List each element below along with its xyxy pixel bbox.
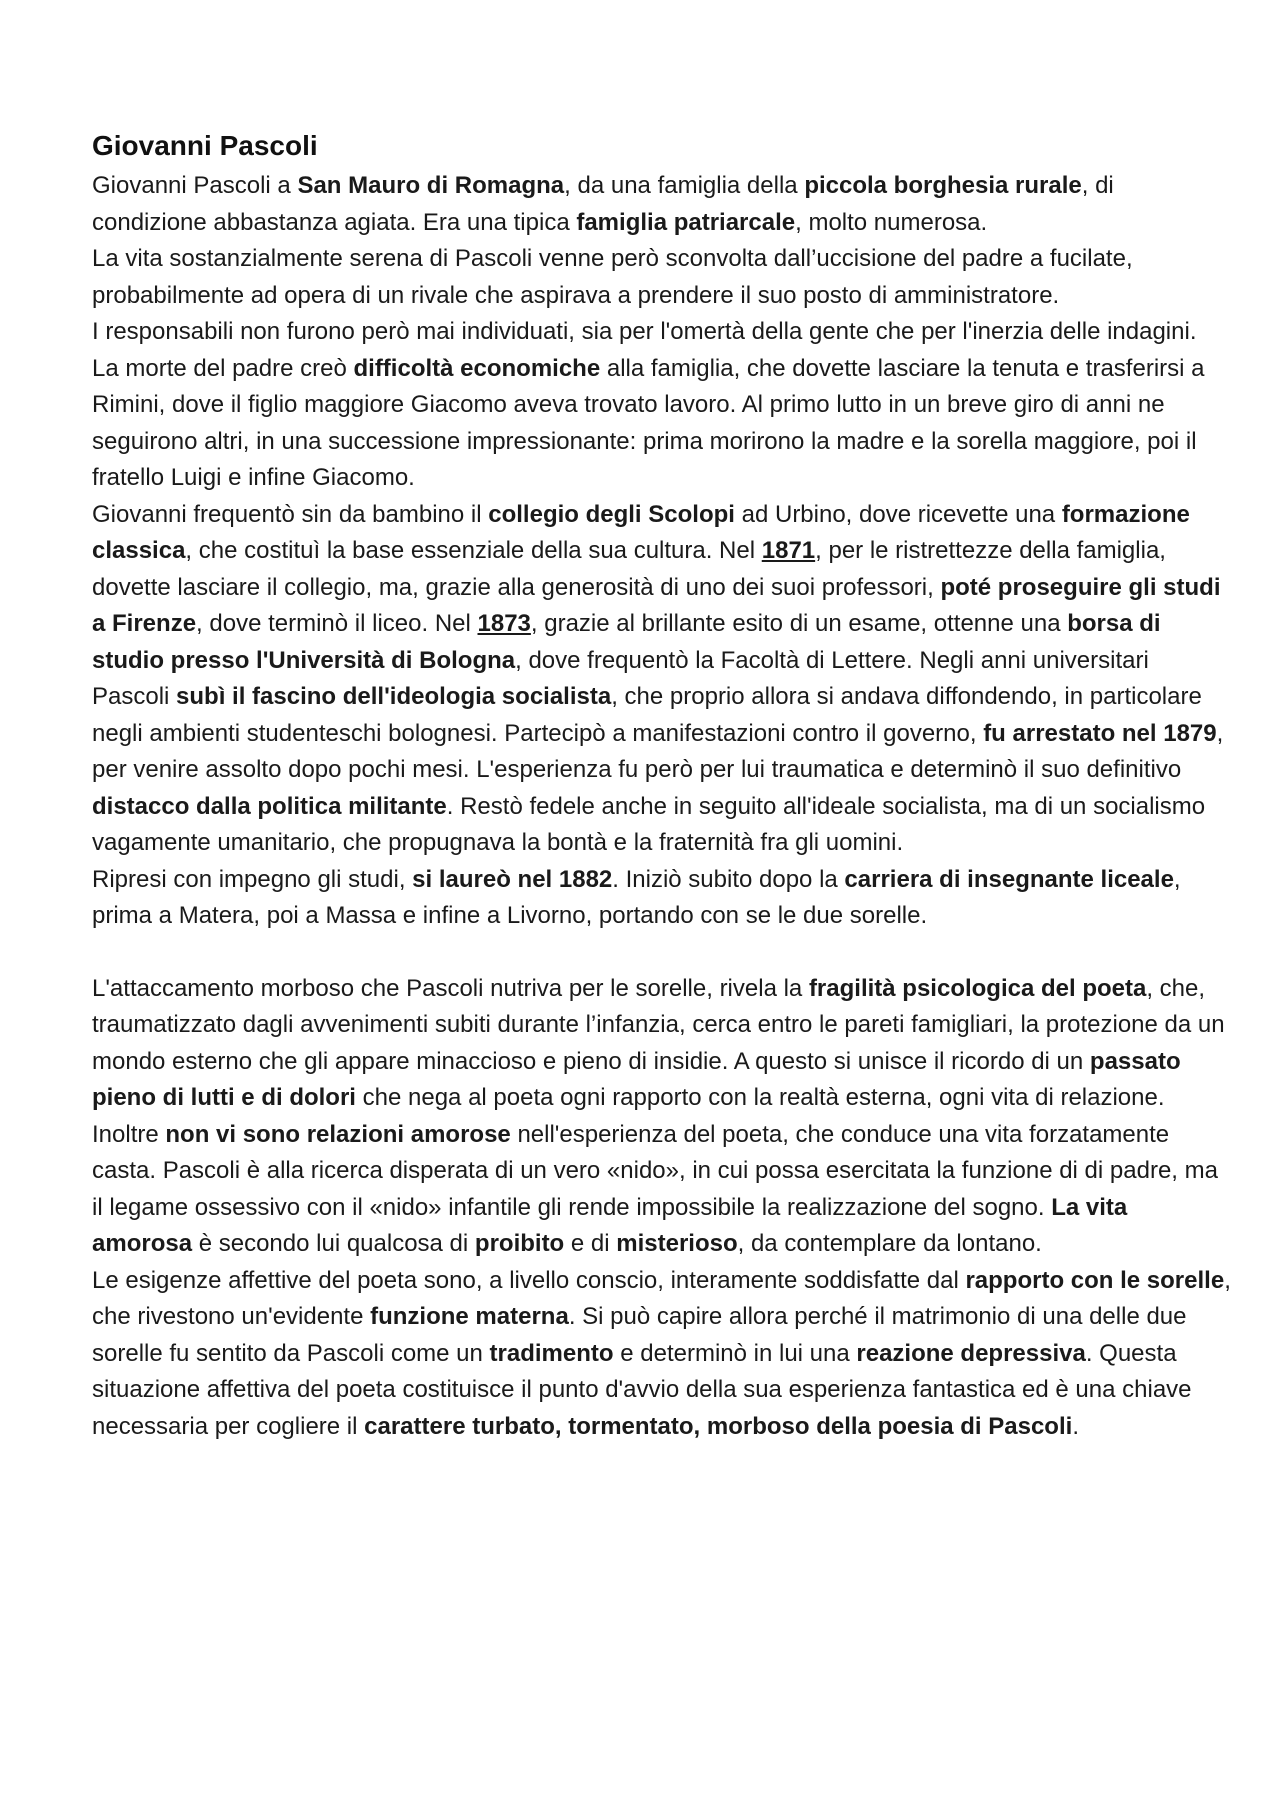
bold-phrase: si laureò nel 1882 — [412, 865, 613, 893]
text-run: che nega al poeta ogni rapporto con la realtà esterna, ogni vita di relazione. — [355, 1084, 1165, 1111]
text-run: , dove terminò il liceo. Nel — [196, 610, 478, 637]
bold-phrase: piccola borghesia rurale — [804, 172, 1082, 199]
bold-phrase: subì il fascino dell'ideologia socialista — [176, 683, 612, 710]
underlined-year: 1873 — [477, 610, 531, 637]
bold-phrase: non vi sono relazioni amorose — [165, 1120, 511, 1148]
text-run: e determinò in lui una — [613, 1339, 857, 1367]
text-run: . Restò fedele anche in seguito all'ideale socialista, ma di un socialismo vagamente umanitario, che propugnava la bontà e la fraternità fra gli uomini. — [92, 792, 1206, 856]
text-run: nell'esperienza del poeta, che conduce una vita forzatamente casta. Pascoli è alla ricerca disperata di un vero «nido», in cui possa esercitata la funzione di di padre, ma il legame ossessivo con il «nido» infantile gli rende impossibile la realizzazione del sogno. — [92, 1120, 1218, 1221]
bold-phrase: poté proseguire gli studi a Firenze — [92, 573, 1221, 637]
text-run: . — [1072, 1412, 1079, 1440]
bold-phrase: passato pieno di lutti e di dolori — [92, 1047, 1181, 1111]
bold-phrase: distacco dalla politica militante — [92, 792, 447, 820]
text-run: La morte del padre creò — [92, 354, 354, 382]
paragraph — [92, 971, 1232, 1117]
paragraph — [92, 241, 1232, 314]
bold-phrase: formazione classica — [92, 500, 1190, 564]
text-run: Giovanni frequentò sin da bambino il — [92, 500, 489, 528]
document-title: Giovanni Pascoli — [92, 130, 318, 161]
text-run: e di — [564, 1230, 617, 1257]
psychology-section — [92, 971, 1232, 1446]
bold-phrase: reazione depressiva — [856, 1339, 1086, 1367]
bold-phrase: proibito — [474, 1230, 565, 1257]
bold-phrase: carriera di insegnante liceale — [844, 865, 1174, 893]
bold-phrase: fragilità psicologica del poeta — [808, 974, 1147, 1002]
text-run: Ripresi con impegno gli studi, — [92, 865, 413, 893]
text-run: I responsabili non furono però mai individuati, sia per l'omertà della gente che per l'inerzia delle indagini. — [92, 318, 1197, 345]
text-run: , prima a Matera, poi a Massa e infine a Livorno, portando con se le due sorelle. — [92, 865, 1181, 929]
bold-phrase: tradimento — [489, 1339, 614, 1367]
text-run: La vita sostanzialmente serena di Pascoli venne però sconvolta dall’uccisione del padre a fucilate, probabilmente ad opera di un rivale che aspirava a prendere il suo posto di amministratore. — [92, 245, 1133, 309]
text-run: , che, traumatizzato dagli avvenimenti subiti durante l’infanzia, cerca entro le pareti famigliari, la protezione da un mondo esterno che gli appare minaccioso e pieno di insidie. A questo si unisce il ricordo di un — [92, 974, 1225, 1075]
bold-phrase: carattere turbato, tormentato, morboso della poesia di Pascoli — [364, 1412, 1073, 1440]
paragraph — [92, 1117, 1232, 1263]
text-run: , che costituì la base essenziale della sua cultura. Nel — [185, 537, 762, 564]
paragraph — [92, 497, 1232, 862]
bold-phrase: borsa di studio presso l'Università di Bologna — [92, 610, 1161, 674]
text-run: . Iniziò subito dopo la — [612, 865, 845, 893]
bold-phrase: fu arrestato nel 1879 — [983, 719, 1217, 747]
text-run: , dove frequentò la Facoltà di Lettere. Negli anni universitari Pascoli — [92, 646, 1149, 710]
paragraph — [92, 862, 1232, 935]
text-run: , per le ristrettezze della famiglia, dovette lasciare il collegio, ma, grazie alla generosità di uno dei suoi professori, — [92, 537, 1166, 601]
bold-phrase: La vita amorosa — [92, 1193, 1128, 1257]
paragraph — [92, 314, 1232, 351]
paragraph — [92, 168, 1232, 241]
bold-phrase: collegio degli Scolopi — [488, 500, 735, 528]
text-run: Le esigenze affettive del poeta sono, a livello conscio, interamente soddisfatte dal — [92, 1266, 966, 1294]
text-run: alla famiglia, che dovette lasciare la tenuta e trasferirsi a Rimini, dove il figlio maggiore Giacomo aveva trovato lavoro. Al primo lutto in un breve giro di anni ne seguirono altri, in una successione impressionante: prima morirono la madre e la sorella maggiore, poi il fratello Luigi e infine Giacomo. — [92, 354, 1205, 491]
bold-phrase: difficoltà economiche — [353, 354, 601, 382]
bold-phrase: San Mauro di Romagna — [297, 172, 565, 199]
text-run: è secondo lui qualcosa di — [192, 1230, 475, 1257]
text-run: Giovanni Pascoli a — [92, 172, 298, 199]
text-run: Inoltre — [92, 1120, 166, 1148]
text-run: , di condizione abbastanza agiata. Era una tipica — [92, 172, 1114, 236]
text-run: , da una famiglia della — [564, 172, 805, 199]
underlined-year: 1871 — [761, 537, 816, 564]
text-run: , grazie al brillante esito di un esame, ottenne una — [530, 610, 1068, 637]
biography-section — [92, 168, 1232, 935]
text-run: L'attaccamento morboso che Pascoli nutriva per le sorelle, rivela la — [92, 974, 809, 1002]
text-run: . Si può capire allora perché il matrimonio di una delle due sorelle fu sentito da Pascoli come un — [92, 1303, 1187, 1367]
bold-phrase: misterioso — [616, 1230, 738, 1257]
text-run: , per venire assolto dopo pochi mesi. L'esperienza fu però per lui traumatica e determinò il suo definitivo — [92, 719, 1224, 783]
bold-phrase: famiglia patriarcale — [576, 208, 796, 236]
text-run: , da contemplare da lontano. — [737, 1230, 1042, 1257]
paragraph-gap — [92, 935, 1232, 971]
bold-phrase: funzione materna — [370, 1303, 569, 1330]
text-run: , che proprio allora si andava diffondendo, in particolare negli ambienti studenteschi bolognesi. Partecipò a manifestazioni contro il governo, — [92, 683, 1202, 747]
bold-phrase: rapporto con le sorelle — [965, 1266, 1225, 1294]
text-run: , molto numerosa. — [795, 208, 988, 236]
text-run: . Questa situazione affettiva del poeta costituisce il punto d'avvio della sua esperienza fantastica ed è una chiave necessaria per cogliere il — [92, 1339, 1192, 1440]
document-page — [92, 128, 1232, 1445]
paragraph — [92, 351, 1232, 497]
paragraph — [92, 1263, 1232, 1446]
text-run: , che rivestono un'evidente — [92, 1266, 1231, 1330]
text-run: ad Urbino, dove ricevette una — [734, 500, 1062, 528]
